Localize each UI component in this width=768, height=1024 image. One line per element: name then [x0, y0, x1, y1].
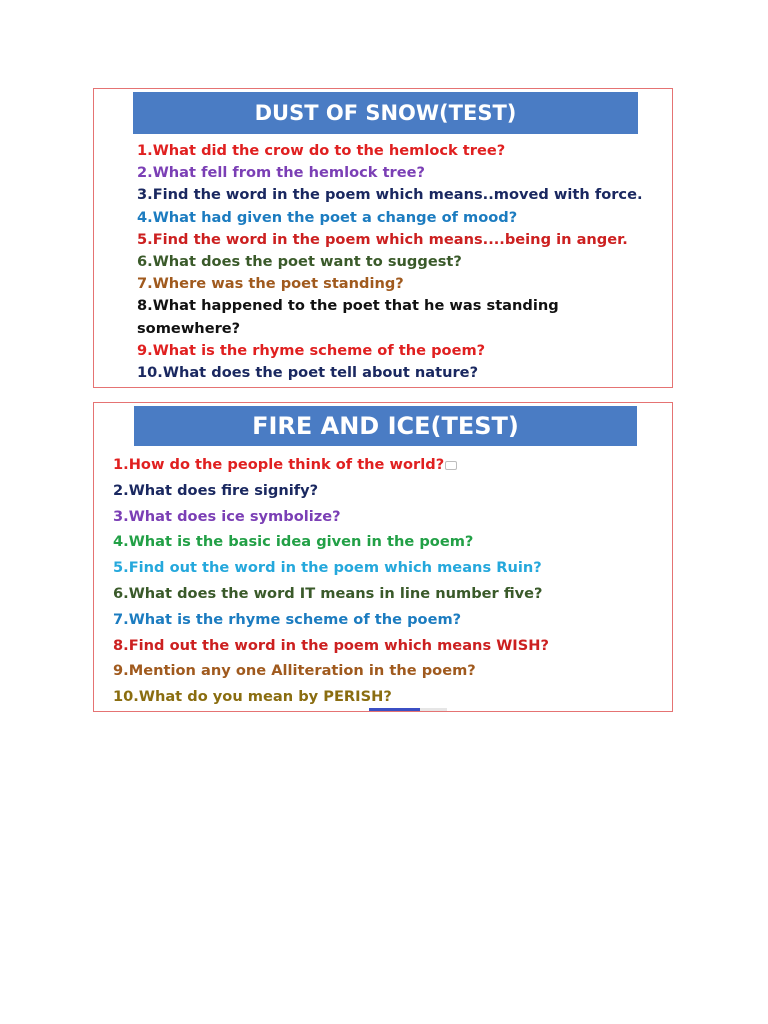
question-text: 1.How do the people think of the world? — [113, 456, 445, 473]
question-item — [113, 452, 658, 478]
question-list-fire-and-ice — [113, 452, 658, 710]
question-item: 6.What does the word IT means in line number five? — [113, 584, 543, 602]
question-item: 4.What had given the poet a change of mood? — [137, 208, 518, 226]
question-item: 5.Find out the word in the poem which means Ruin? — [113, 559, 542, 577]
section-title-dust-of-snow: DUST OF SNOW(TEST) — [133, 92, 638, 134]
question-item: 5.Find the word in the poem which means....being in anger. — [137, 230, 628, 248]
question-list-dust-of-snow — [137, 140, 667, 384]
video-progress-bar[interactable] — [369, 708, 447, 711]
comment-icon[interactable] — [445, 461, 457, 470]
question-item: 9.What is the rhyme scheme of the poem? — [137, 341, 486, 359]
dust-of-snow-panel — [93, 88, 673, 388]
section-title-fire-and-ice: FIRE AND ICE(TEST) — [134, 406, 637, 446]
question-item: 7.Where was the poet standing? — [137, 275, 404, 293]
question-item: 7.What is the rhyme scheme of the poem? — [113, 610, 462, 628]
question-item: 2.What fell from the hemlock tree? — [137, 164, 426, 182]
question-item: 4.What is the basic idea given in the poem? — [113, 533, 474, 551]
question-item: 3.Find the word in the poem which means..moved with force. — [137, 186, 643, 204]
question-item: 8.Find out the word in the poem which means WISH? — [113, 636, 549, 654]
question-item: 9.Mention any one Alliteration in the poem? — [113, 662, 476, 680]
question-item: 10.What does the poet tell about nature? — [137, 364, 479, 382]
question-item: 2.What does fire signify? — [113, 481, 319, 499]
question-item: 3.What does ice symbolize? — [113, 507, 341, 525]
fire-and-ice-panel — [93, 402, 673, 712]
question-item: 1.What did the crow do to the hemlock tree? — [137, 142, 506, 159]
question-item: 10.What do you mean by PERISH? — [113, 688, 392, 706]
question-item: 6.What does the poet want to suggest? — [137, 253, 462, 271]
video-progress-fill — [369, 708, 420, 711]
question-item: 8.What happened to the poet that he was standing somewhere? — [137, 297, 559, 337]
